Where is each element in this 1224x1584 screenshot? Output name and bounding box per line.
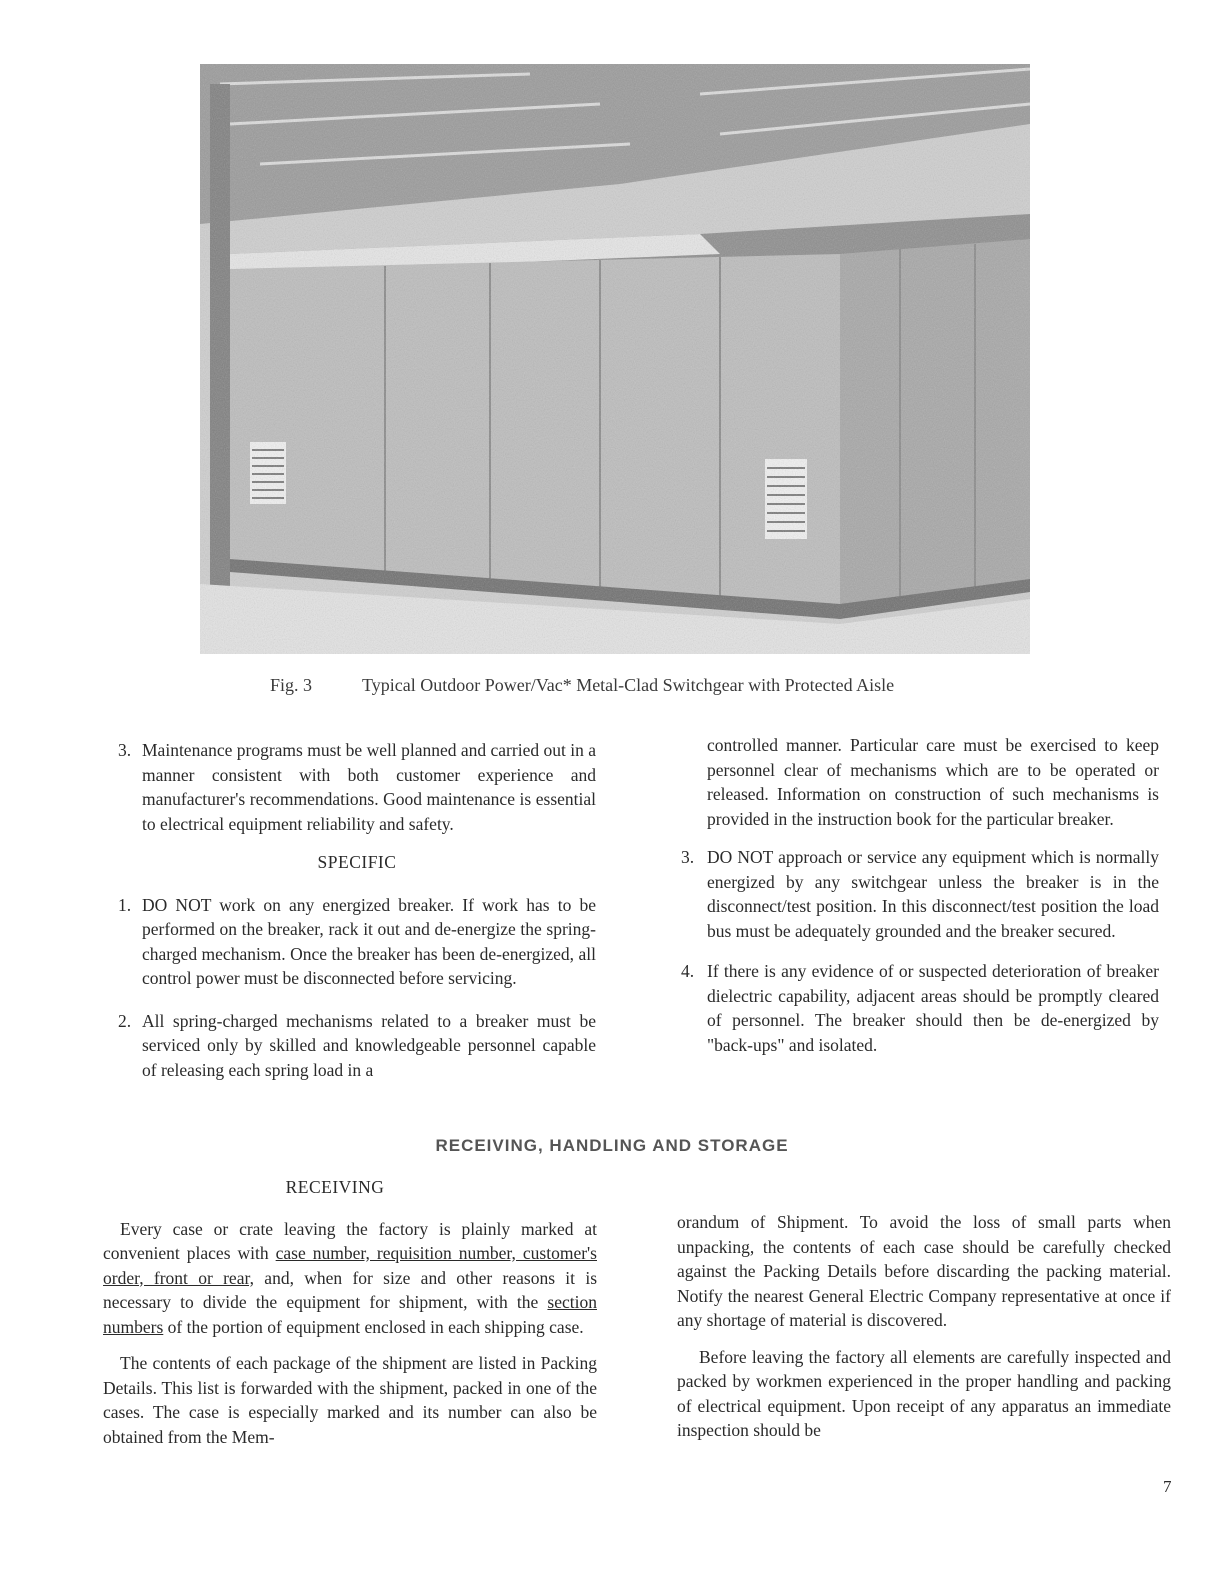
- general-item-3: [118, 738, 596, 836]
- item-text: If there is any evidence of or suspected deterioration of breaker dielectric capability, adjacent areas should be promptly cleared of personnel. The breaker should then be de-energized by "back-ups" and isolated.: [707, 961, 1159, 1055]
- item-number: 1.: [118, 894, 132, 915]
- item-text: DO NOT approach or service any equipment which is normally energized by any switchgear unless the breaker is in the disconnect/test position. In this disconnect/test position the load bus must be adequately grounded and the breaker secured.: [707, 847, 1159, 941]
- specific-item-1: [118, 893, 596, 991]
- page-number: 7: [1163, 1477, 1172, 1496]
- item-text: Maintenance programs must be well planned and carried out in a manner consistent with both customer experience and manufacturer's recommendations. Good maintenance is essential to electrical equipment reliability and safety.: [142, 740, 596, 834]
- item-number: 2.: [118, 1010, 132, 1031]
- section-heading: RECEIVING, HANDLING AND STORAGE: [435, 1136, 789, 1155]
- receiving-paragraph-3: orandum of Shipment. To avoid the loss of small parts when unpacking, the contents of each case should be carefully checked against the Packing Details before discarding the packing material. Notify the nearest General Electric Company representative at once if any shortage of material is discovered.: [677, 1212, 1171, 1330]
- left-column-upper: [118, 738, 596, 1082]
- right-column-lower: [677, 1210, 1171, 1443]
- receiving-paragraph-2: The contents of each package of the shipment are listed in Packing Details. This list is forwarded with the shipment, packed in one of the cases. The case is especially marked and its number can also be obtained from the Mem-: [103, 1353, 597, 1447]
- figure-caption-text: Typical Outdoor Power/Vac* Metal-Clad Switchgear with Protected Aisle: [362, 675, 895, 695]
- text: of the portion of equipment enclosed in each shipping case.: [167, 1316, 584, 1337]
- text: and, when for size and other reasons it is necessary to divide the equipment for shipment, with the: [103, 1267, 598, 1312]
- underlined-text: case number, requisition number, customer's order, front or rear,: [103, 1243, 597, 1288]
- figure-caption: [270, 675, 1030, 696]
- item-text: DO NOT work on any energized breaker. If work has to be performed on the breaker, rack it out and de-energize the spring-charged mechanism. Once the breaker has been de-energized, all control power must be disconnected before servicing.: [142, 894, 596, 988]
- specific-item-4: [681, 959, 1159, 1057]
- item-number: 3.: [118, 740, 132, 760]
- switchgear-photo: [200, 64, 1030, 654]
- receiving-heading: RECEIVING: [285, 1177, 385, 1197]
- item-number: 3.: [681, 847, 695, 867]
- left-column-lower: [103, 1175, 597, 1449]
- underlined-text: section numbers: [103, 1292, 597, 1337]
- specific-item-3: [681, 845, 1159, 943]
- receiving-paragraph-4: Before leaving the factory all elements are carefully inspected and packed by workmen experienced in the proper handling and packing of electrical equipment. Upon receipt of any apparatus an immediate inspection should be: [677, 1346, 1171, 1440]
- item-number: 4.: [681, 961, 695, 981]
- specific-heading: SPECIFIC: [317, 852, 397, 872]
- specific-item-2: [118, 1009, 596, 1083]
- figure-label: Fig. 3: [270, 675, 313, 695]
- specific-item-2-continued: controlled manner. Particular care must be exercised to keep personnel clear of mechanisms which are to be operated or released. Information on construction of such mechanisms is provided in the instruction book for the particular breaker.: [707, 735, 1159, 829]
- right-column-upper: [681, 733, 1159, 1057]
- receiving-paragraph-1: [103, 1217, 597, 1340]
- text: Every case or crate leaving the factory is plainly marked at convenient places with: [103, 1218, 597, 1263]
- item-text: All spring-charged mechanisms related to a breaker must be serviced only by skilled and knowledgeable personnel capable of releasing each spring load in a: [142, 1010, 596, 1080]
